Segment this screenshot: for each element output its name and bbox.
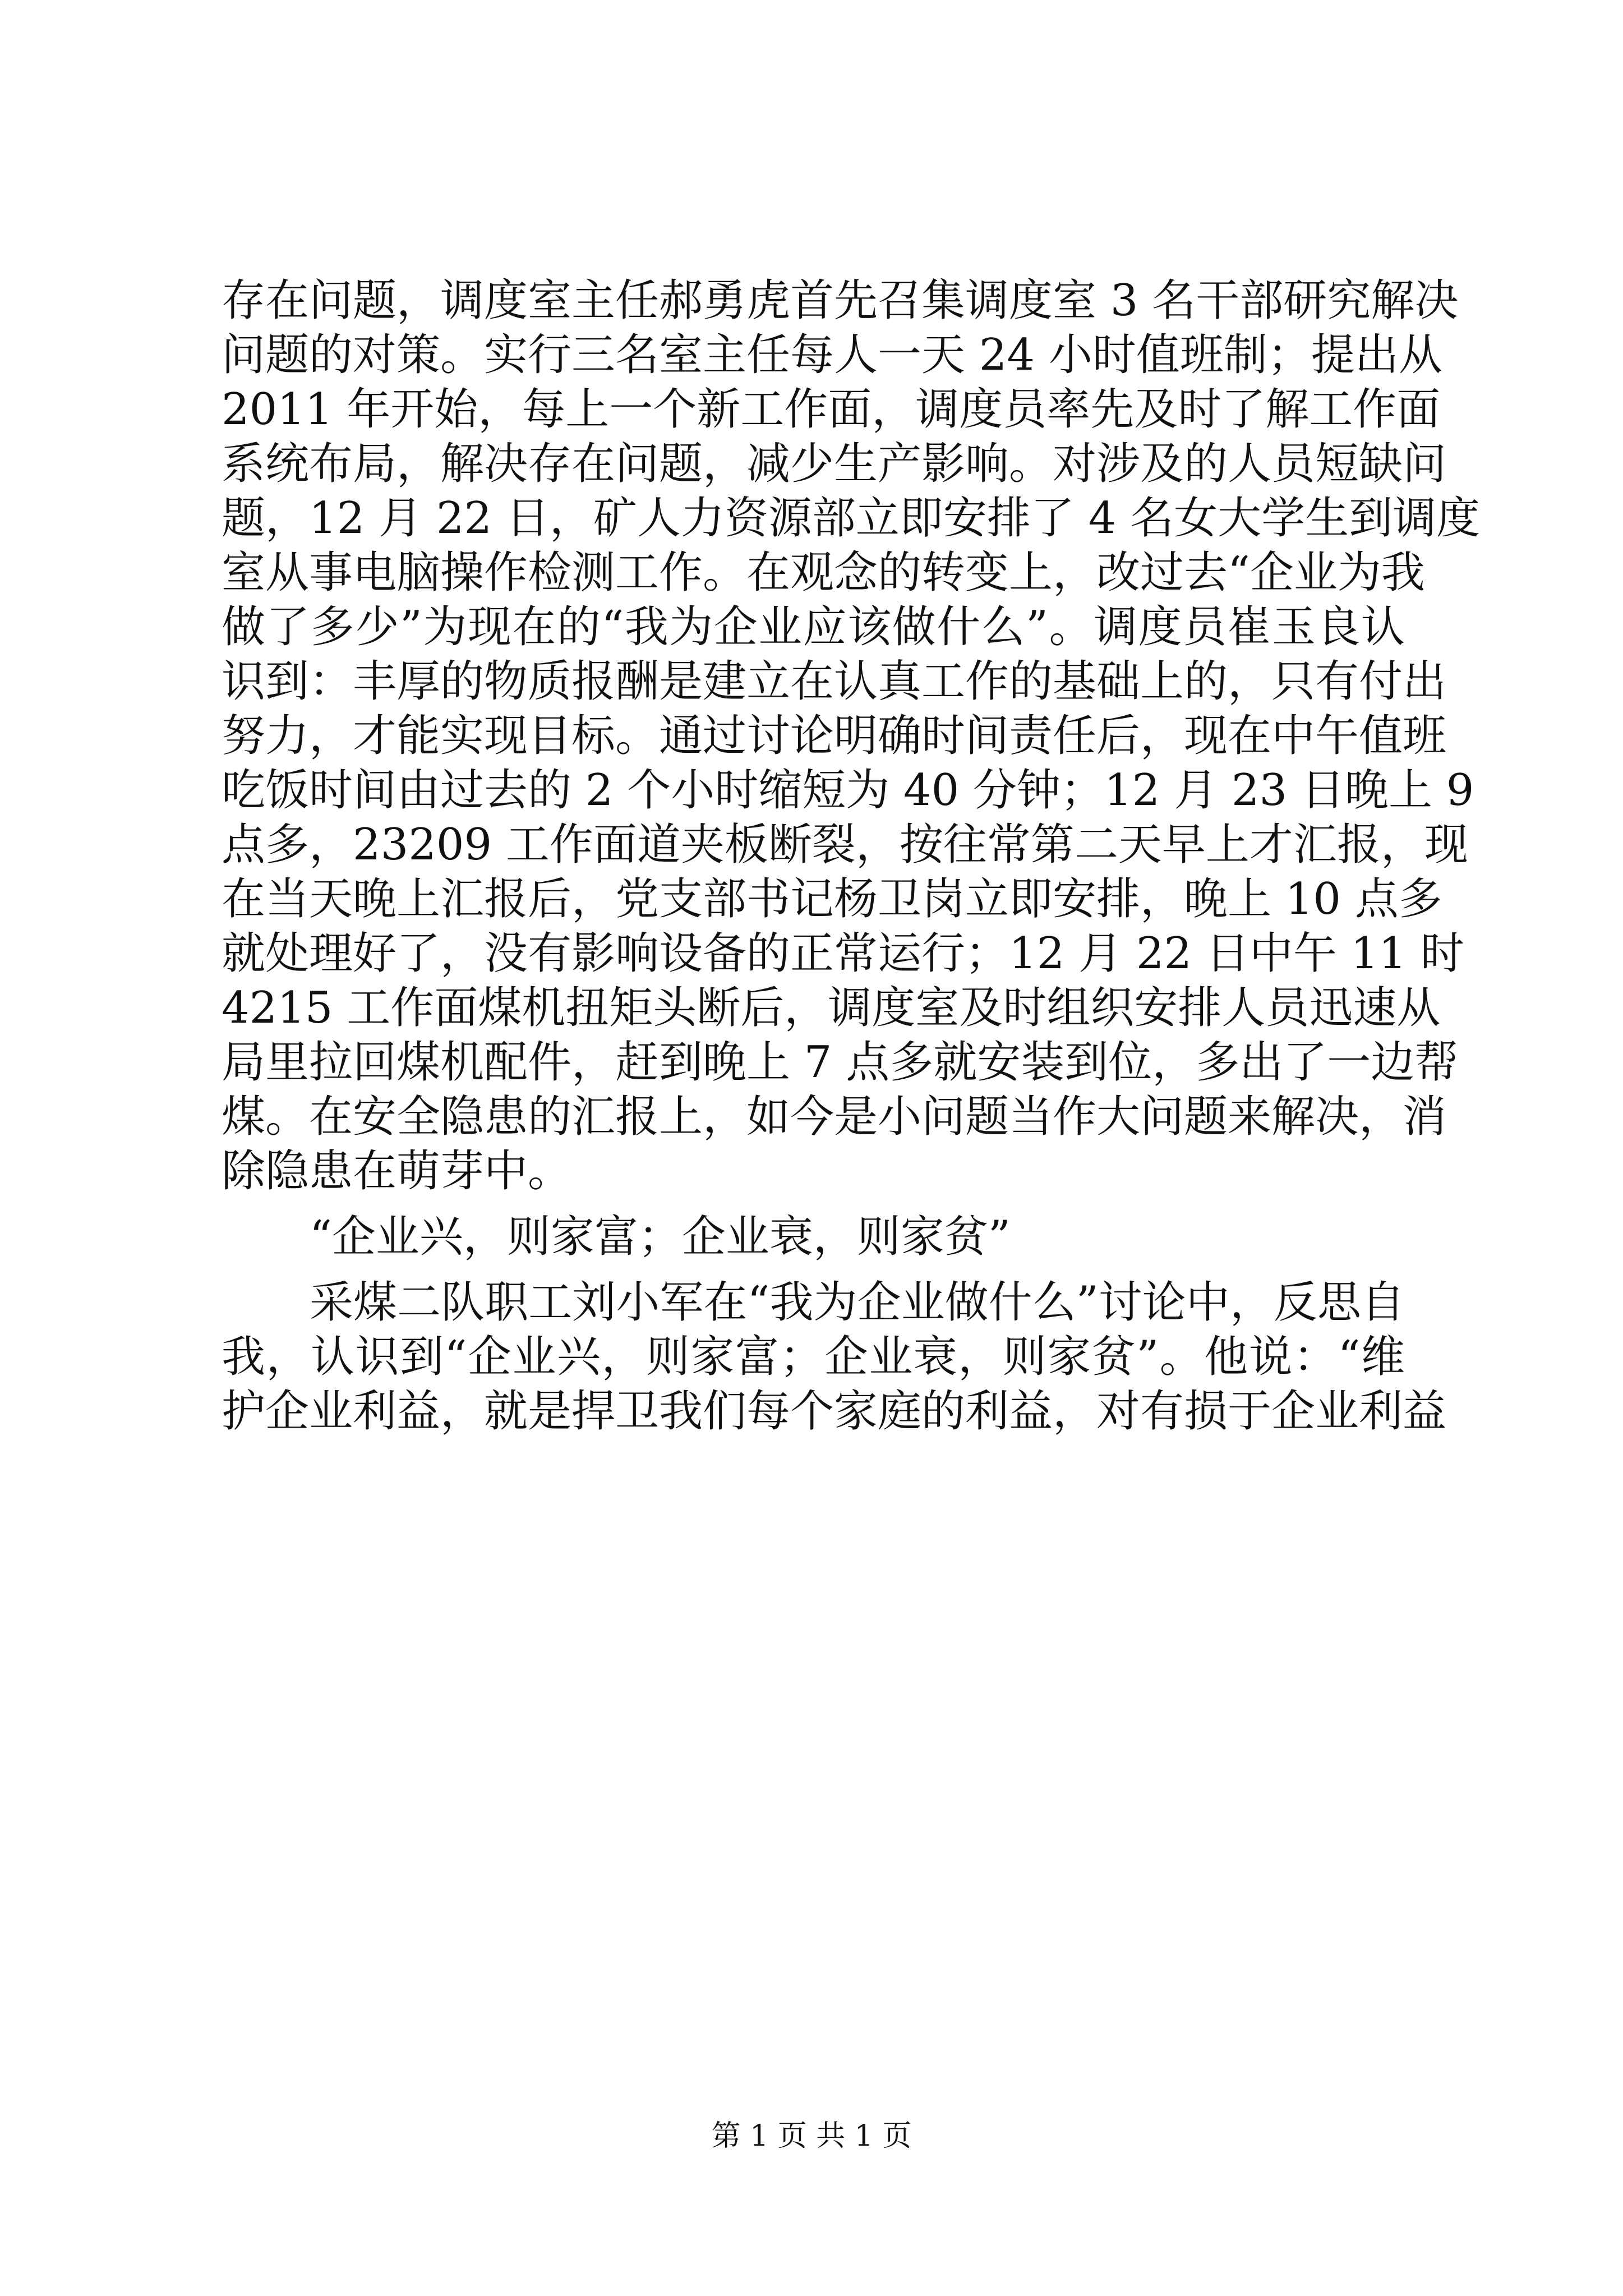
body-line: 题，12 月 22 日，矿人力资源部立即安排了 4 名女大学生到调度 bbox=[222, 493, 1481, 544]
body-line: 4215 工作面煤机扭矩头断后，调度室及时组织安排人员迅速从 bbox=[222, 983, 1441, 1033]
body-line: 护企业利益，就是捍卫我们每个家庭的利益，对有损于企业利益 bbox=[222, 1386, 1447, 1437]
body-line: 煤。在安全隐患的汇报上，如今是小问题当作大问题来解决，消 bbox=[222, 1092, 1447, 1142]
body-line: 除隐患在萌芽中。 bbox=[222, 1146, 572, 1197]
body-line: 做了多少”为现在的“我为企业应该做什么”。调度员崔玉良认 bbox=[222, 602, 1405, 652]
body-line: 就处理好了，没有影响设备的正常运行；12 月 22 日中午 11 时 bbox=[222, 928, 1464, 979]
body-line: 采煤二队职工刘小军在“我为企业做什么”讨论中，反思自 bbox=[310, 1277, 1405, 1328]
document-body bbox=[222, 274, 1481, 1439]
body-line: 系统布局，解决存在问题，减少生产影响。对涉及的人员短缺问 bbox=[222, 439, 1447, 489]
body-line: 室从事电脑操作检测工作。在观念的转变上，改过去“企业为我 bbox=[222, 547, 1425, 598]
body-line: 问题的对策。实行三名室主任每人一天 24 小时值班制；提出从 bbox=[222, 330, 1442, 380]
body-line: 存在问题，调度室主任郝勇虎首先召集调度室 3 名干部研究解决 bbox=[222, 275, 1459, 326]
body-line: 吃饭时间由过去的 2 个小时缩短为 40 分钟；12 月 23 日晚上 9 bbox=[222, 765, 1474, 816]
body-line: 努力，才能实现目标。通过讨论明确时间责任后，现在中午值班 bbox=[222, 711, 1447, 761]
section-heading: “企业兴，则家富；企业衰，则家贫” bbox=[310, 1212, 1011, 1262]
body-line: 在当天晚上汇报后，党支部书记杨卫岗立即安排，晚上 10 点多 bbox=[222, 874, 1442, 924]
body-line: 我，认识到“企业兴，则家富；企业衰，则家贫”。他说：“维 bbox=[222, 1332, 1405, 1382]
body-line: 点多，23209 工作面道夹板断裂，按往常第二天早上才汇报，现 bbox=[222, 820, 1468, 870]
body-line: 2011 年开始，每上一个新工作面，调度员率先及时了解工作面 bbox=[222, 384, 1441, 435]
body-line: 局里拉回煤机配件，赶到晚上 7 点多就安装到位，多出了一边帮 bbox=[222, 1037, 1459, 1088]
page-number-footer: 第 1 页 共 1 页 bbox=[711, 2119, 912, 2153]
body-line: 识到：丰厚的物质报酬是建立在认真工作的基础上的，只有付出 bbox=[222, 656, 1447, 707]
